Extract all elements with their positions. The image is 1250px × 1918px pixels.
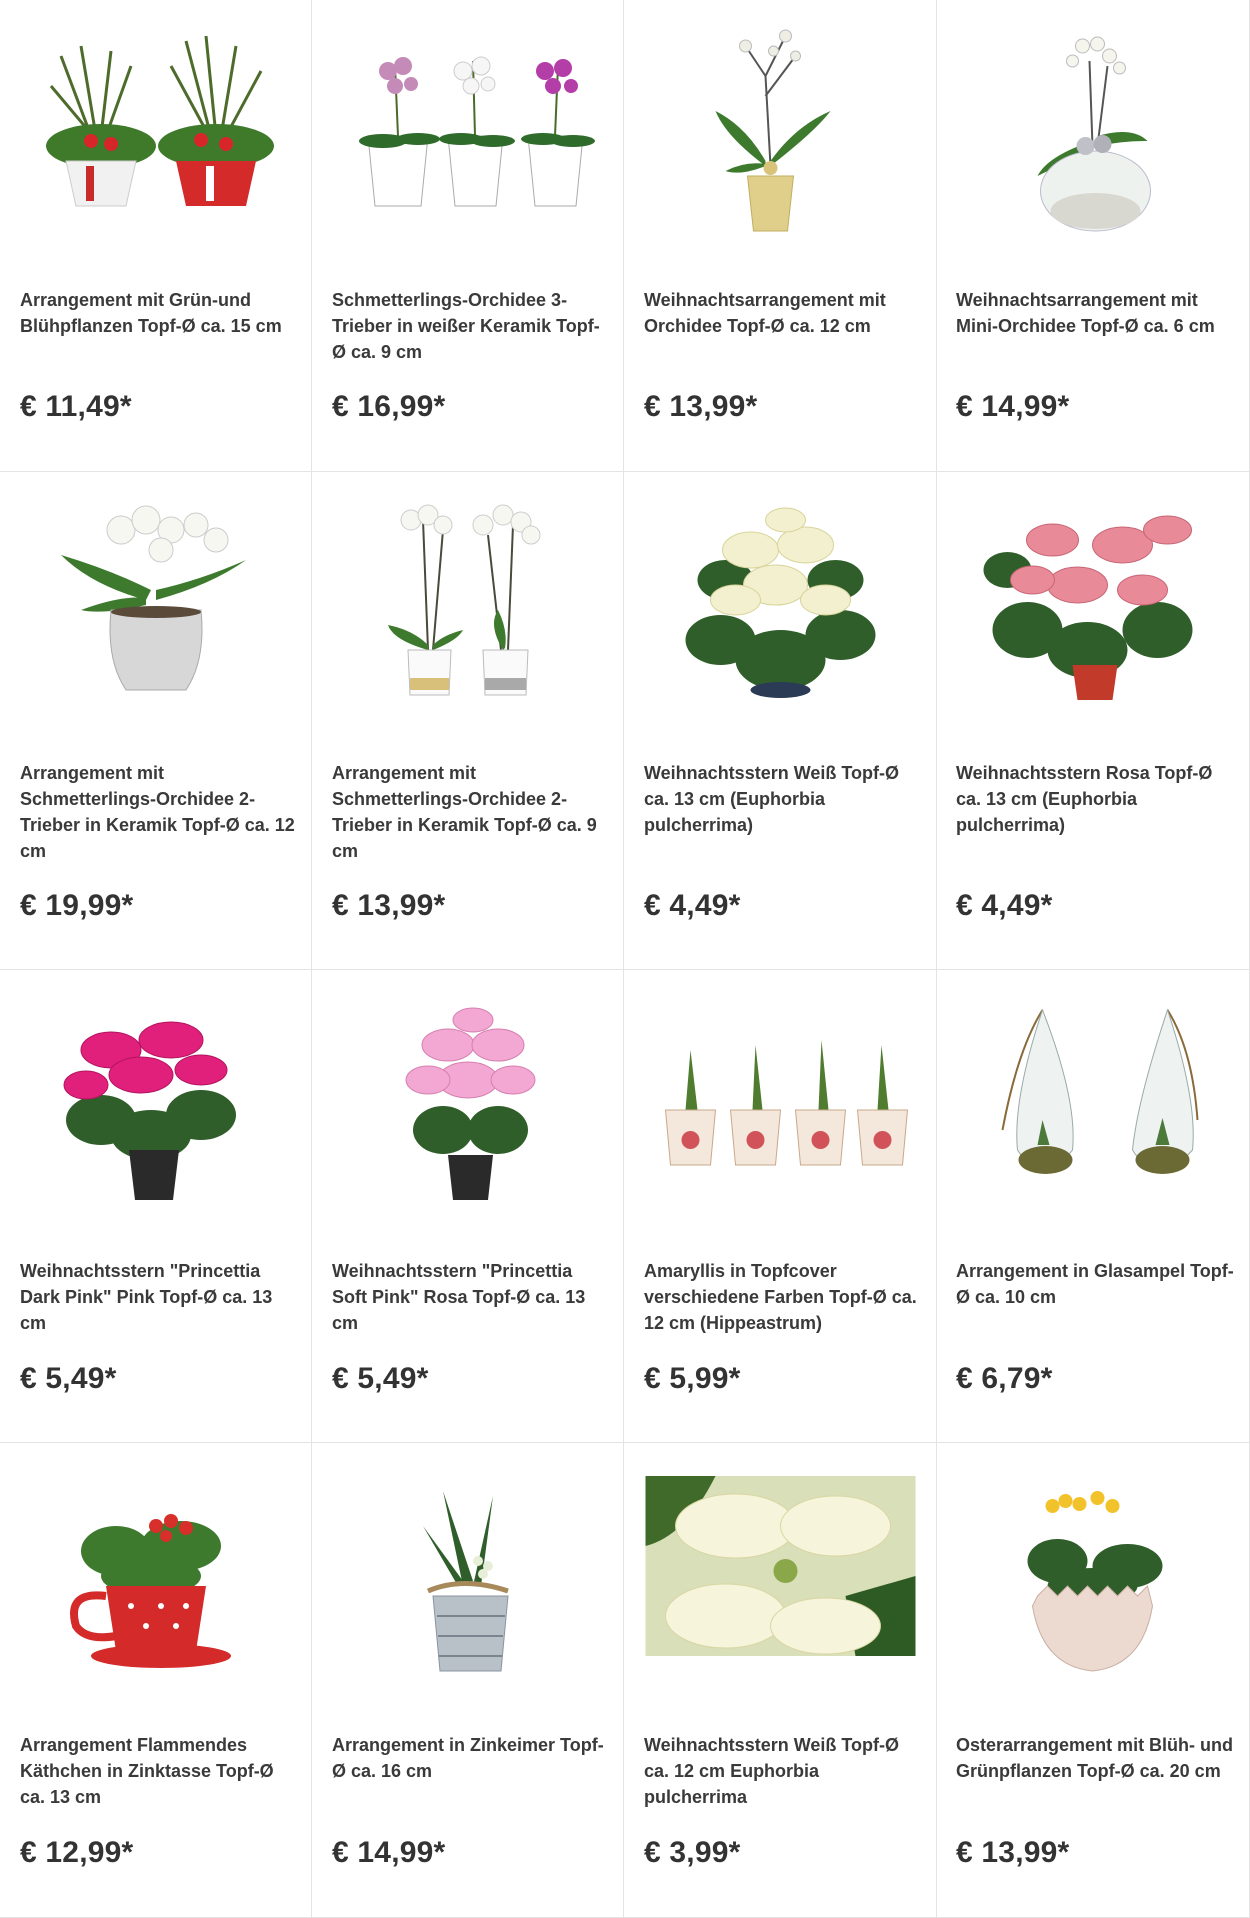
- product-price: € 11,49*: [20, 390, 132, 423]
- zinc-bucket-arrangement-image[interactable]: [332, 1466, 604, 1686]
- product-price: € 13,99*: [956, 1836, 1070, 1869]
- product-price: € 4,49*: [644, 889, 741, 922]
- product-name[interactable]: Arrangement mit Schmetterlings-Orchidee 2-Trieber in Keramik Topf-Ø ca. 12 cm: [20, 763, 295, 861]
- product-name[interactable]: Arrangement in Zinkeimer Topf-Ø ca. 16 cm: [332, 1735, 604, 1781]
- product-price: € 19,99*: [20, 889, 134, 922]
- product-price: € 4,49*: [956, 889, 1053, 922]
- product-price: € 14,99*: [332, 1836, 446, 1869]
- product-card[interactable]: [312, 970, 624, 1443]
- product-name[interactable]: Schmetterlings-Orchidee 3-Trieber in weißer Keramik Topf-Ø ca. 9 cm: [332, 290, 600, 362]
- mini-orchid-glass-image[interactable]: [956, 16, 1229, 236]
- product-price: € 5,49*: [20, 1362, 117, 1395]
- glass-terrarium-image[interactable]: [956, 990, 1229, 1210]
- product-card[interactable]: [937, 472, 1250, 970]
- product-card[interactable]: [624, 1443, 937, 1918]
- product-name[interactable]: Weihnachtsstern Weiß Topf-Ø ca. 13 cm (Euphorbia pulcherrima): [644, 763, 900, 835]
- product-name[interactable]: Weihnachtsstern "Princettia Soft Pink" Rosa Topf-Ø ca. 13 cm: [332, 1261, 586, 1333]
- product-card[interactable]: [0, 1443, 312, 1918]
- product-card[interactable]: [624, 0, 937, 472]
- product-price: € 12,99*: [20, 1836, 134, 1869]
- red-cup-arrangement-image[interactable]: [20, 1466, 292, 1686]
- product-price: € 3,99*: [644, 1836, 741, 1869]
- product-name[interactable]: Arrangement mit Grün-und Blühpflanzen Topf-Ø ca. 15 cm: [20, 290, 282, 336]
- product-card[interactable]: [937, 0, 1250, 472]
- product-name[interactable]: Osterarrangement mit Blüh- und Grünpflanzen Topf-Ø ca. 20 cm: [956, 1735, 1234, 1781]
- product-card[interactable]: [312, 472, 624, 970]
- product-card[interactable]: [624, 970, 937, 1443]
- soft-pink-poinsettia-image[interactable]: [332, 990, 604, 1210]
- product-card[interactable]: [0, 0, 312, 472]
- orchid-pair-image[interactable]: [332, 490, 604, 710]
- white-poinsettia-closeup-image[interactable]: [644, 1466, 917, 1686]
- product-name[interactable]: Amaryllis in Topfcover verschiedene Farben Topf-Ø ca. 12 cm (Hippeastrum): [644, 1261, 917, 1333]
- product-name[interactable]: Weihnachtsstern Rosa Topf-Ø ca. 13 cm (Euphorbia pulcherrima): [956, 763, 1213, 835]
- product-name[interactable]: Arrangement Flammendes Käthchen in Zinktasse Topf-Ø ca. 13 cm: [20, 1735, 274, 1807]
- product-card[interactable]: [312, 1443, 624, 1918]
- product-name[interactable]: Weihnachtsarrangement mit Orchidee Topf-Ø ca. 12 cm: [644, 290, 886, 336]
- product-card[interactable]: [937, 1443, 1250, 1918]
- dark-pink-poinsettia-image[interactable]: [20, 990, 292, 1210]
- product-name[interactable]: Weihnachtsarrangement mit Mini-Orchidee Topf-Ø ca. 6 cm: [956, 290, 1215, 336]
- christmas-orchid-image[interactable]: [644, 16, 917, 236]
- product-name[interactable]: Weihnachtsstern Weiß Topf-Ø ca. 12 cm Euphorbia pulcherrima: [644, 1735, 900, 1807]
- product-card[interactable]: [937, 970, 1250, 1443]
- product-name[interactable]: Arrangement in Glasampel Topf-Ø ca. 10 cm: [956, 1261, 1234, 1307]
- product-price: € 5,49*: [332, 1362, 429, 1395]
- amaryllis-pots-image[interactable]: [644, 990, 917, 1210]
- product-card[interactable]: [0, 970, 312, 1443]
- product-price: € 13,99*: [644, 390, 758, 423]
- product-card[interactable]: [312, 0, 624, 472]
- product-price: € 16,99*: [332, 390, 446, 423]
- product-price: € 5,99*: [644, 1362, 741, 1395]
- product-price: € 13,99*: [332, 889, 446, 922]
- product-card[interactable]: [0, 472, 312, 970]
- product-name[interactable]: Weihnachtsstern "Princettia Dark Pink" Pink Topf-Ø ca. 13 cm: [20, 1261, 273, 1333]
- product-price: € 14,99*: [956, 390, 1070, 423]
- green-flowering-arrangement-image[interactable]: [20, 16, 292, 236]
- pink-poinsettia-image[interactable]: [956, 490, 1229, 710]
- product-card[interactable]: [624, 472, 937, 970]
- orchid-trio-image[interactable]: [332, 16, 604, 236]
- product-name[interactable]: Arrangement mit Schmetterlings-Orchidee 2-Trieber in Keramik Topf-Ø ca. 9 cm: [332, 763, 597, 861]
- orchid-silver-pot-image[interactable]: [20, 490, 292, 710]
- product-price: € 6,79*: [956, 1362, 1053, 1395]
- white-poinsettia-image[interactable]: [644, 490, 917, 710]
- easter-arrangement-image[interactable]: [956, 1466, 1229, 1686]
